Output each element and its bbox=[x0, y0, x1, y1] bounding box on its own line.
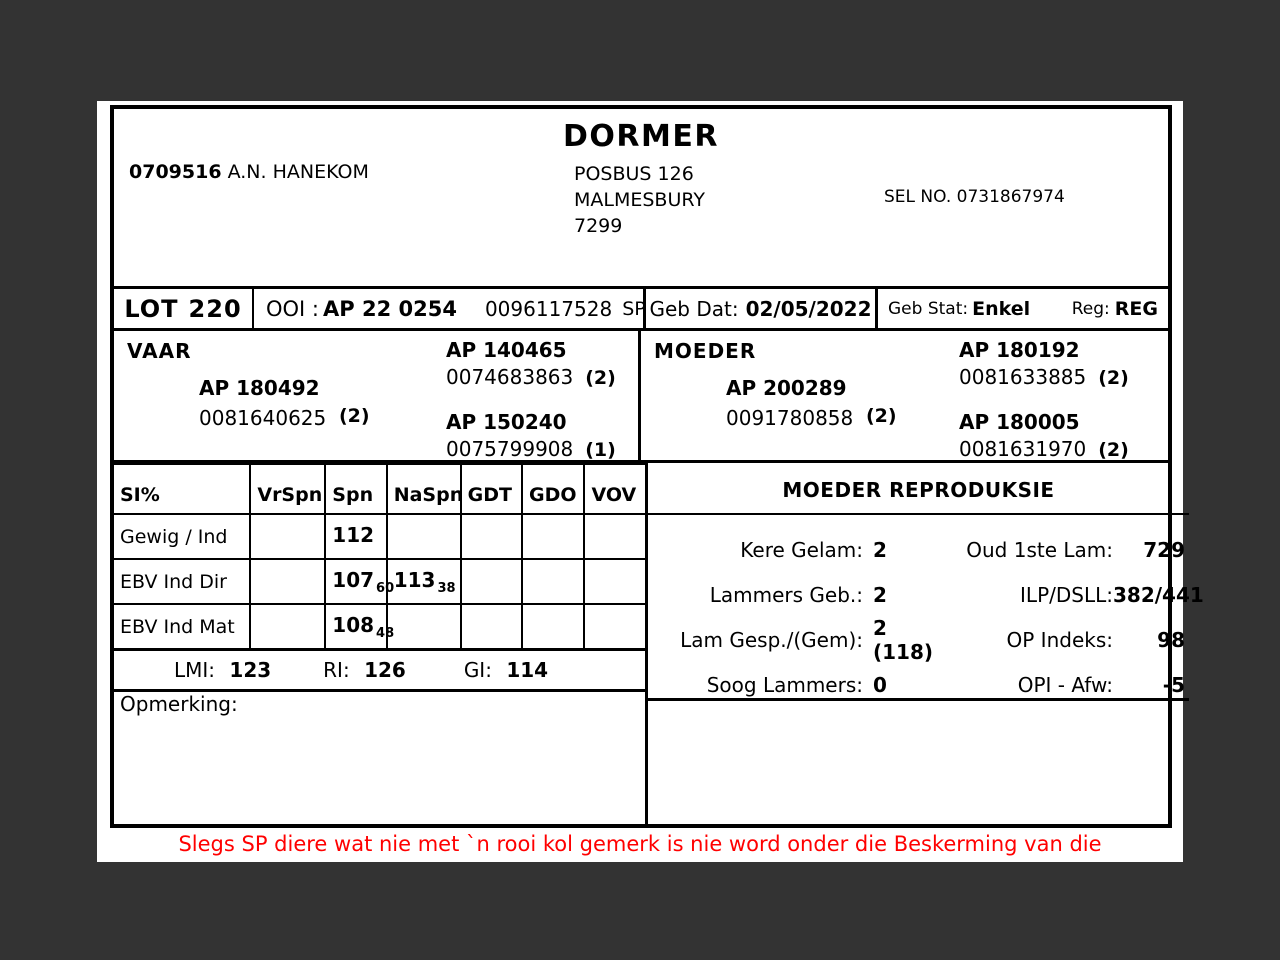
si-header-spn: Spn bbox=[325, 464, 386, 514]
moeder-reproduksie-body bbox=[648, 515, 1204, 701]
si-header-gdo: GDO bbox=[522, 464, 584, 514]
kere-gelam-value: 2 bbox=[873, 537, 887, 562]
sire-gp1-tag: AP 140465 bbox=[446, 338, 567, 362]
registration-cell bbox=[1048, 289, 1168, 328]
dam-gp1-number: 0081633885 bbox=[959, 365, 1087, 389]
owner-code: 0709516 bbox=[129, 161, 222, 183]
lower-section bbox=[114, 463, 1204, 824]
birth-date-label: Geb Dat: bbox=[649, 296, 739, 321]
sire-parent-tag: AP 180492 bbox=[199, 376, 320, 400]
ooi-value: AP 22 0254 bbox=[323, 296, 457, 321]
pedigree-dam-panel bbox=[641, 331, 1168, 460]
sire-grandparent-2 bbox=[446, 409, 616, 464]
lammers-geb-value: 2 bbox=[873, 582, 887, 607]
si-cell-naspn bbox=[387, 514, 461, 559]
telephone-label: SEL NO. bbox=[884, 187, 952, 207]
si-cell-gdt bbox=[461, 514, 522, 559]
si-header-gdt: GDT bbox=[461, 464, 522, 514]
ooi-identifier: 0096117528 bbox=[484, 296, 613, 321]
gi-value: 114 bbox=[506, 658, 549, 682]
si-cell-vov bbox=[584, 559, 648, 604]
telephone-line bbox=[884, 187, 1065, 207]
ooi-cell bbox=[254, 289, 646, 328]
si-row-label: Gewig / Ind bbox=[114, 514, 250, 559]
address-line-1: POSBUS 126 bbox=[574, 163, 694, 185]
dam-gp1-paren: (2) bbox=[1098, 367, 1129, 389]
opmerking-field[interactable] bbox=[118, 692, 1170, 716]
lmi-value: 123 bbox=[229, 658, 272, 682]
dam-gp1-tag: AP 180192 bbox=[959, 338, 1080, 362]
si-table-header-row bbox=[114, 464, 648, 514]
sire-gp2-paren: (1) bbox=[585, 439, 616, 461]
si-cell-gdt bbox=[461, 604, 522, 649]
lam-gesp-value: 2 (118) bbox=[873, 615, 934, 664]
ilp-dsll-value: 382/441 bbox=[1113, 582, 1204, 607]
moeder-reproduksie-panel bbox=[648, 463, 1204, 824]
lot-row bbox=[114, 289, 1168, 331]
si-cell-vrspn bbox=[250, 604, 325, 649]
birth-date-cell bbox=[646, 289, 878, 328]
si-header-vrspn: VrSpn bbox=[250, 464, 325, 514]
footer-note: Slegs SP diere wat nie met `n rooi kol gemerk is nie word onder die Beskerming van die bbox=[97, 830, 1183, 862]
owner-name: A.N. HANEKOM bbox=[227, 161, 369, 183]
si-cell-gdo bbox=[522, 604, 584, 649]
ooi-label: OOI : bbox=[266, 296, 320, 321]
dam-parent-paren: (2) bbox=[866, 405, 897, 427]
registration-value: REG bbox=[1114, 297, 1158, 320]
si-header-si-percent: SI% bbox=[114, 464, 250, 514]
oud-1ste-lam-label: Oud 1ste Lam: bbox=[966, 537, 1113, 562]
dam-gp2-tag: AP 180005 bbox=[959, 410, 1080, 434]
si-cell-vov bbox=[584, 514, 648, 559]
dam-gp2-number: 0081631970 bbox=[959, 437, 1087, 461]
si-cell-gdt bbox=[461, 559, 522, 604]
animal-record-card bbox=[110, 105, 1204, 828]
si-cell-naspn: 113 $_{38}$ bbox=[387, 559, 461, 604]
breed-title: DORMER bbox=[563, 119, 719, 154]
kere-gelam-label: Kere Gelam: bbox=[740, 537, 863, 562]
dam-grandparent-1 bbox=[959, 337, 1129, 392]
si-header-naspn: NaSpn bbox=[387, 464, 461, 514]
sire-parent-number: 0081640625 bbox=[199, 406, 327, 430]
address-block bbox=[574, 161, 705, 239]
opi-afw-label: OPI - Afw: bbox=[1017, 672, 1113, 697]
ri-label: RI: bbox=[323, 658, 350, 682]
address-line-2: MALMESBURY bbox=[574, 189, 705, 211]
pedigree-row bbox=[114, 331, 1168, 463]
gi-label: GI: bbox=[463, 658, 492, 682]
dam-parent-tag: AP 200289 bbox=[726, 376, 847, 400]
lot-label: LOT bbox=[124, 294, 179, 323]
si-panel bbox=[114, 463, 648, 824]
op-indeks-value: 98 bbox=[1157, 627, 1185, 652]
pedigree-sire-panel bbox=[114, 331, 641, 460]
si-table-row bbox=[114, 559, 648, 604]
si-cell-vov bbox=[584, 604, 648, 649]
moeder-reproduksie-title: MOEDER REPRODUKSIE bbox=[648, 463, 1189, 515]
birth-status-cell bbox=[878, 289, 1048, 328]
si-header-vov: VOV bbox=[584, 464, 648, 514]
dam-grandparent-2 bbox=[959, 409, 1129, 464]
header-block bbox=[114, 109, 1168, 289]
sire-gp1-number: 0074683863 bbox=[446, 365, 574, 389]
address-line-3: 7299 bbox=[574, 215, 623, 237]
op-indeks-label: OP Indeks: bbox=[1006, 627, 1113, 652]
reproduction-row bbox=[648, 617, 1189, 662]
reproduction-row bbox=[648, 572, 1204, 617]
si-cell-gdo bbox=[522, 559, 584, 604]
si-cell-spn: 107 $_{60}$ bbox=[325, 559, 386, 604]
telephone-number: 0731867974 bbox=[956, 187, 1065, 207]
lammers-geb-label: Lammers Geb.: bbox=[709, 582, 863, 607]
birth-status-value: Enkel bbox=[972, 297, 1031, 320]
pedigree-sire-title: VAAR bbox=[127, 339, 192, 363]
pedigree-dam-title: MOEDER bbox=[654, 339, 757, 363]
si-cell-gdo bbox=[522, 514, 584, 559]
owner-line bbox=[129, 161, 369, 183]
sire-parent-paren: (2) bbox=[339, 405, 370, 427]
soog-lammers-value: 0 bbox=[873, 672, 887, 697]
opmerking-label: Opmerking: bbox=[120, 692, 238, 716]
sire-parent bbox=[199, 373, 370, 433]
lmi-index bbox=[174, 658, 271, 682]
lot-cell bbox=[114, 289, 254, 328]
si-row-label: EBV Ind Mat bbox=[114, 604, 250, 649]
oud-1ste-lam-value: 729 bbox=[1143, 537, 1185, 562]
reproduction-row bbox=[648, 527, 1189, 572]
registration-label: Reg: bbox=[1071, 298, 1110, 319]
si-cell-vrspn bbox=[250, 559, 325, 604]
soog-lammers-label: Soog Lammers: bbox=[706, 672, 863, 697]
ri-value: 126 bbox=[364, 658, 406, 682]
si-cell-naspn bbox=[387, 604, 461, 649]
sire-gp2-tag: AP 150240 bbox=[446, 410, 567, 434]
si-row-label: EBV Ind Dir bbox=[114, 559, 250, 604]
si-table-row bbox=[114, 514, 648, 559]
si-cell-spn: 108 $_{48}$ bbox=[325, 604, 386, 649]
si-table bbox=[114, 463, 648, 650]
sire-gp1-paren: (2) bbox=[585, 367, 616, 389]
sire-grandparent-1 bbox=[446, 337, 616, 392]
si-table-row bbox=[114, 604, 648, 649]
dam-parent bbox=[726, 373, 897, 433]
lot-number: 220 bbox=[188, 294, 242, 323]
dam-gp2-paren: (2) bbox=[1098, 439, 1129, 461]
si-cell-vrspn bbox=[250, 514, 325, 559]
dam-parent-number: 0091780858 bbox=[726, 406, 854, 430]
ooi-sp-flag: SP bbox=[622, 297, 646, 320]
lam-gesp-label: Lam Gesp./(Gem): bbox=[680, 627, 863, 652]
lmi-label: LMI: bbox=[174, 658, 216, 682]
index-row bbox=[114, 648, 648, 692]
si-cell-spn: 112 bbox=[325, 514, 386, 559]
birth-date-value: 02/05/2022 bbox=[745, 296, 872, 321]
opi-afw-value: -5 bbox=[1162, 672, 1185, 697]
sire-gp2-number: 0075799908 bbox=[446, 437, 574, 461]
ilp-dsll-label: ILP/DSLL: bbox=[1020, 582, 1113, 607]
birth-status-label: Geb Stat: bbox=[888, 298, 969, 319]
gi-index bbox=[464, 658, 548, 682]
ri-index bbox=[323, 658, 406, 682]
